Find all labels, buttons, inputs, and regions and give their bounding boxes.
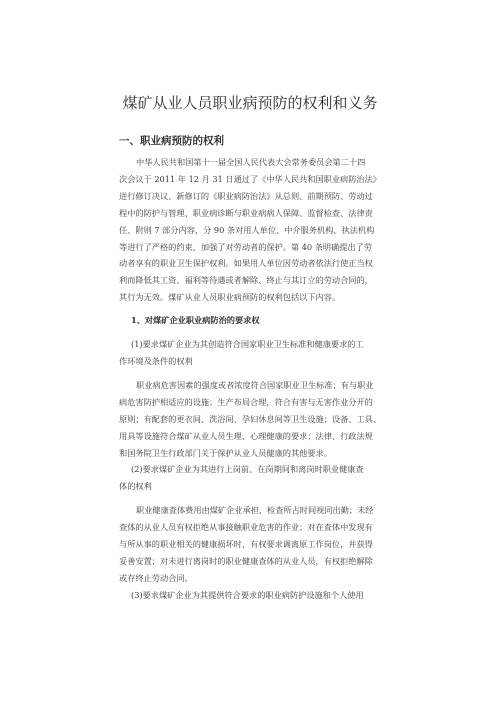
item-1-line: (1)要求煤矿企业为其创造符合国家职业卫生标准和健康要求的工 (131, 339, 364, 349)
intro-line: 程中的防护与管理、职业病诊断与职业病病人保障、监督检查、法律责 (119, 207, 373, 218)
item-1-heading (119, 336, 381, 370)
item-2-body (119, 502, 381, 587)
item-2-body-line: 职业健康查体费用由煤矿企业承担，检查所占时间视同出勤；未经 (136, 505, 374, 515)
item-3-line: (3)要求煤矿企业为其提供符合要求的职业病防护设施和个人使用 (131, 590, 364, 600)
item-2-body-line: 与所从事的职业相关的健康损坏时，有权要求调离原工作岗位，并获得 (119, 538, 373, 549)
section-heading: 一、职业病预防的权利 (119, 135, 224, 147)
intro-line: 中华人民共和国第十一届全国人民代表大会常务委员会第二十四 (136, 157, 366, 167)
intro-line: 次会议于 2011 年 12 月 31 日通过了《中华人民共和国职业病防治法》 (119, 173, 381, 184)
intro-line: 其行为无效。煤矿从业人员职业病预防的权利包括以下内容。 (119, 292, 341, 303)
intro-line: 进行修订决议、新修订的《职业病防治法》从总则、前期预防、劳动过 (119, 190, 373, 201)
item-1-body-line: 用具等设施符合煤矿从业人员生理、心理健康的要求；法律、行政法规 (119, 430, 373, 441)
item-1-body-line: 原则；有配套的更衣间、洗浴间、孕妇休息间等卫生设施；设备、工具、 (119, 413, 382, 424)
item-2-body-line: 或存终止劳动合同。 (119, 572, 193, 583)
intro-line: 动者享有的职业卫生保护权利。如果用人单位因劳动者依法行使正当权 (119, 258, 373, 269)
item-1-line: 作环境及条件的权利 (119, 355, 193, 366)
item-2-body-line: 妥善安置；对未进行离岗时的职业健康查体的从业人员，有权拒绝解除 (119, 555, 373, 566)
intro-line: 等进行了严格的约束，加强了对劳动者的保护。第 40 条明确提出了劳 (119, 241, 373, 252)
item-1-body-line: 和国务院卫生行政部门关于保护从业人员健康的其他要求。 (119, 447, 332, 458)
item-3-heading (119, 587, 381, 604)
intro-paragraph (119, 154, 381, 306)
document-title: 煤矿从业人员职业病预防的权利和义务 (122, 94, 378, 112)
item-2-body-line: 查体的从业人员有权拒绝从事接触职业危害的作业；对在查体中发现有 (119, 521, 373, 532)
intro-line: 利而降低其工资、福利等待遇或者解除、终止与其订立的劳动合同的， (119, 275, 373, 286)
item-1-body-line: 病危害防护相适应的设施；生产布局合理，符合有害与无害作业分开的 (119, 396, 373, 407)
item-2-line: 体的权利 (119, 480, 152, 491)
item-1-body (119, 377, 381, 462)
item-1-body-line: 职业病危害因素的强度或者浓度符合国家职业卫生标准；有与职业 (136, 380, 374, 390)
item-2-heading (119, 461, 381, 495)
intro-line: 任、附则 7 部分内容，分 90 条对用人单位、中介服务机构、执法机构 (119, 224, 375, 235)
subsection-1-title: 1、对煤矿企业职业病防治的要求权 (131, 315, 260, 325)
subsection-1-heading (119, 312, 381, 329)
item-2-line: (2)要求煤矿企业为其进行上岗前、在岗期间和离岗时职业健康查 (131, 464, 364, 474)
